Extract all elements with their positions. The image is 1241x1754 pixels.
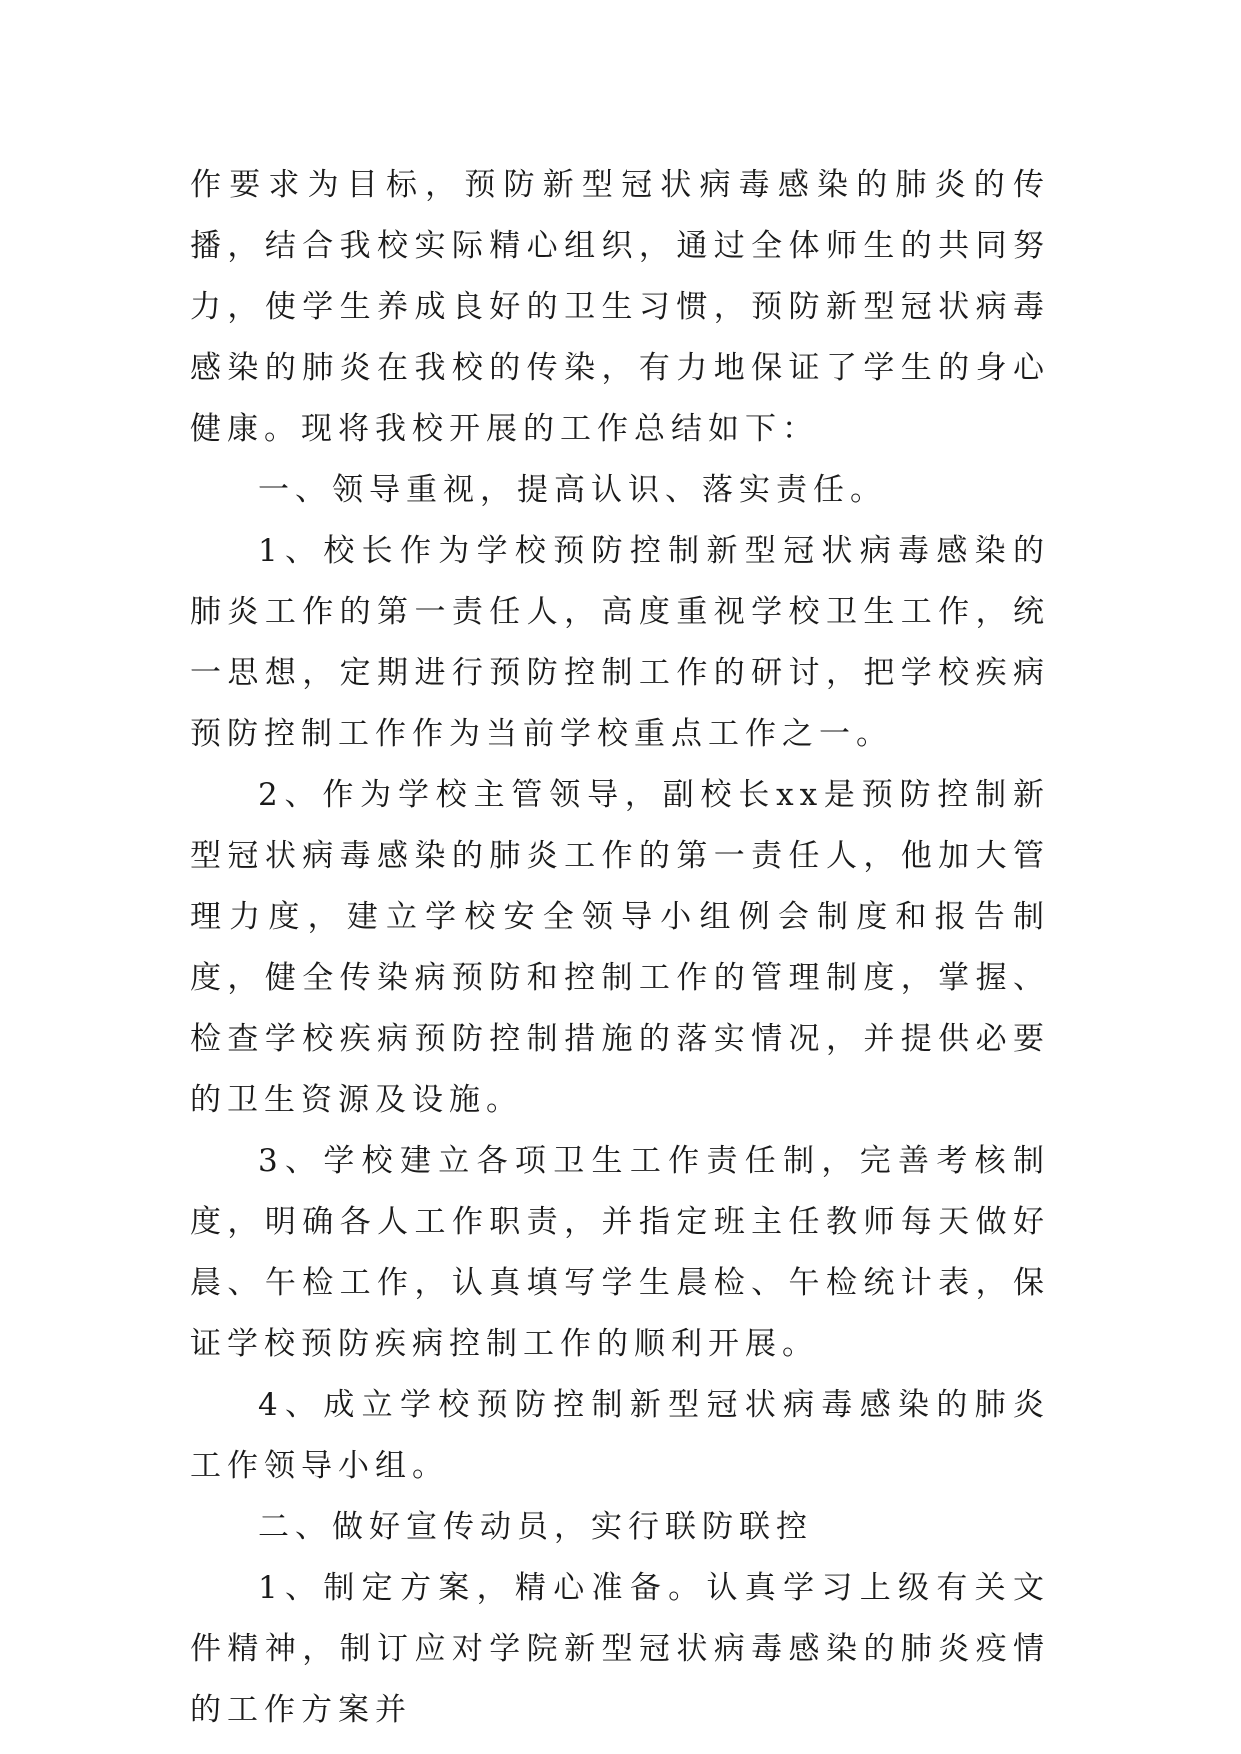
heading-section-2: 二、做好宣传动员，实行联防联控 [258,1509,813,1545]
paragraph-item-2-1: 1、制定方案，精心准备。认真学习上级有关文件精神，制订应对学院新型冠状病毒感染的肺炎疫情的工作方案并 [190,1570,1050,1728]
paragraph-intro: 作要求为目标，预防新型冠状病毒感染的肺炎的传播，结合我校实际精心组织，通过全体师生的共同努力，使学生养成良好的卫生习惯，预防新型冠状病毒感染的肺炎在我校的传染，有力地保证了学生的身心健康。现将我校开展的工作总结如下： [190,167,1050,447]
paragraph-item-1-4: 4、成立学校预防控制新型冠状病毒感染的肺炎工作领导小组。 [190,1387,1050,1484]
paragraph-item-1-1: 1、校长作为学校预防控制新型冠状病毒感染的肺炎工作的第一责任人，高度重视学校卫生工作，统一思想，定期进行预防控制工作的研讨，把学校疾病预防控制工作作为当前学校重点工作之一。 [190,533,1050,752]
paragraph-item-1-2: 2、作为学校主管领导，副校长xx是预防控制新型冠状病毒感染的肺炎工作的第一责任人，他加大管理力度，建立学校安全领导小组例会制度和报告制度，健全传染病预防和控制工作的管理制度，掌握、检查学校疾病预防控制措施的落实情况，并提供必要的卫生资源及设施。 [190,777,1050,1118]
heading-section-1: 一、领导重视，提高认识、落实责任。 [258,472,887,508]
document-body [190,155,1050,1741]
paragraph-item-1-3: 3、学校建立各项卫生工作责任制，完善考核制度，明确各人工作职责，并指定班主任教师每天做好晨、午检工作，认真填写学生晨检、午检统计表，保证学校预防疾病控制工作的顺利开展。 [190,1143,1050,1362]
